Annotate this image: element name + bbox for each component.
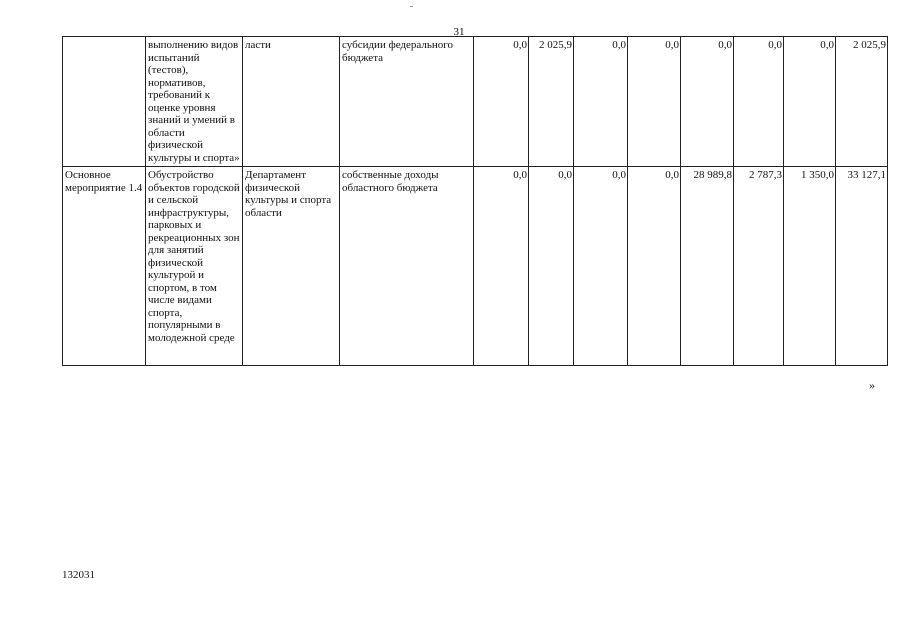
closing-quote: » [869, 378, 875, 392]
value-cell: 0,0 [474, 37, 529, 167]
executor-cell: ласти [243, 37, 340, 167]
event-name-cell: Обустройство объектов городской и сельской инфраструктуры, парковых и рекреационных зон для занятий физической культурой и спортом, в том числе видами спорта, популярными в молодежной среде [146, 167, 243, 366]
value-cell: 0,0 [474, 167, 529, 366]
table-row [63, 37, 888, 167]
value-cell: 0,0 [628, 167, 681, 366]
value-cell: 0,0 [574, 37, 628, 167]
event-cell [63, 37, 146, 167]
budget-table [62, 36, 888, 366]
funding-source-cell: собственные доходы областного бюджета [340, 167, 474, 366]
funding-source-cell: субсидии федерального бюджета [340, 37, 474, 167]
value-cell: 2 787,3 [734, 167, 784, 366]
table-row [63, 167, 888, 366]
value-cell: 0,0 [681, 37, 734, 167]
executor-cell: Департамент физической культуры и спорта области [243, 167, 340, 366]
scan-artifact [410, 6, 413, 7]
event-cell: Основное мероприятие 1.4 [63, 167, 146, 366]
value-cell: 0,0 [529, 167, 574, 366]
value-cell: 0,0 [574, 167, 628, 366]
total-cell: 33 127,1 [836, 167, 888, 366]
value-cell: 0,0 [784, 37, 836, 167]
value-cell: 0,0 [628, 37, 681, 167]
value-cell: 28 989,8 [681, 167, 734, 366]
page-number: 31 [453, 26, 465, 38]
event-name-cell: выполнению видов испытаний (тестов), нормативов, требований к оценке уровня знаний и умений в области физической культуры и спорта» [146, 37, 243, 167]
total-cell: 2 025,9 [836, 37, 888, 167]
value-cell: 0,0 [734, 37, 784, 167]
value-cell: 1 350,0 [784, 167, 836, 366]
value-cell: 2 025,9 [529, 37, 574, 167]
footer-code: 132031 [62, 569, 95, 581]
